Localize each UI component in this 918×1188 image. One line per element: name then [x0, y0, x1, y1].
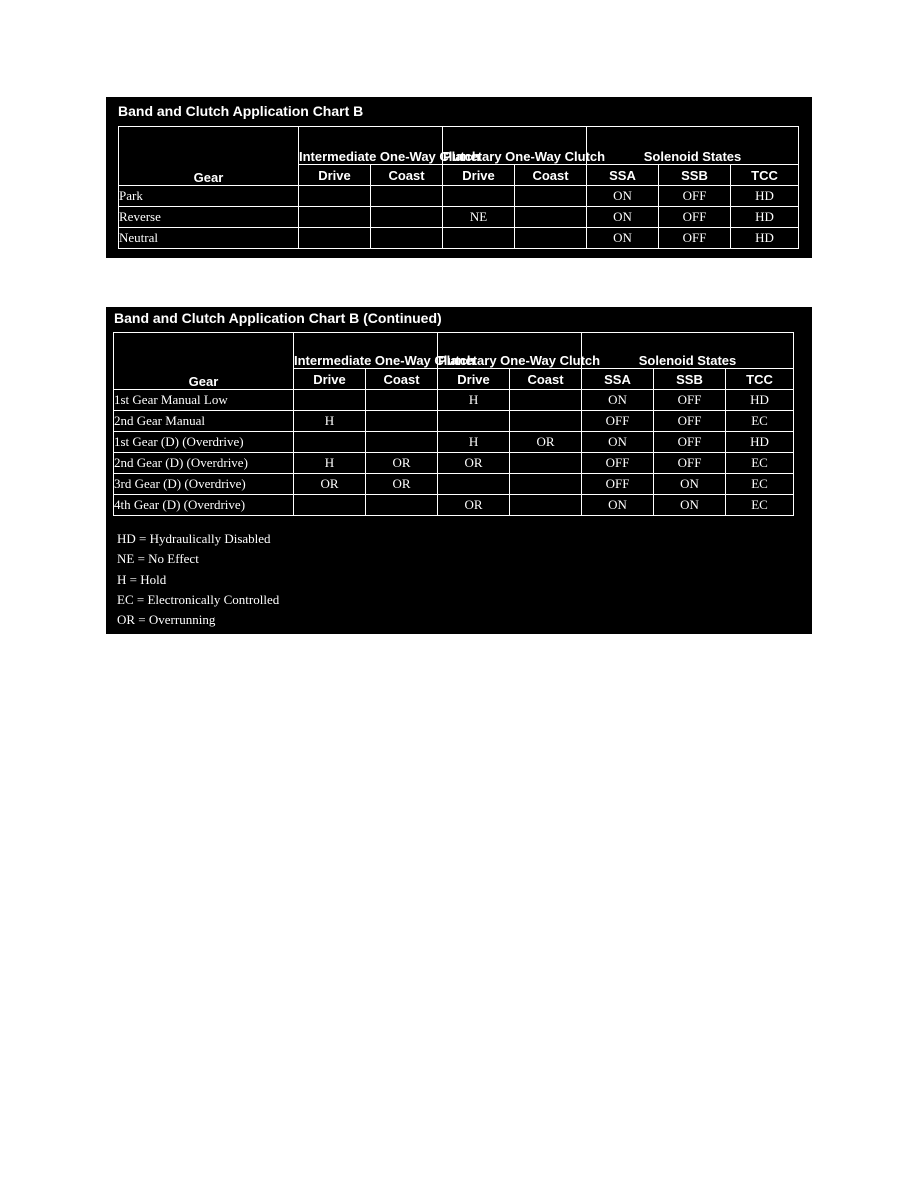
table-cell: [299, 186, 371, 207]
ssb-header: SSB: [659, 165, 731, 186]
table-cell: H: [294, 453, 366, 474]
table-cell: [294, 390, 366, 411]
drive-header: Drive: [443, 165, 515, 186]
table-cell: H: [438, 432, 510, 453]
table-cell: [443, 186, 515, 207]
table-cell: ON: [654, 495, 726, 516]
gear-cell: 1st Gear (D) (Overdrive): [114, 432, 294, 453]
table-row: [114, 411, 794, 432]
table-cell: H: [294, 411, 366, 432]
table-cell: EC: [726, 453, 794, 474]
table-cell: OFF: [654, 432, 726, 453]
table-cell: NE: [443, 207, 515, 228]
coast-header: Coast: [515, 165, 587, 186]
chart-b-continued-panel: [106, 307, 812, 634]
table-cell: [294, 495, 366, 516]
coast-header: Coast: [371, 165, 443, 186]
table-cell: OFF: [582, 411, 654, 432]
table-cell: OR: [294, 474, 366, 495]
gear-cell: Neutral: [119, 228, 299, 249]
gear-cell: 2nd Gear Manual: [114, 411, 294, 432]
table-cell: [510, 474, 582, 495]
table-cell: ON: [587, 207, 659, 228]
table-cell: [366, 390, 438, 411]
application-chart-table: [118, 126, 799, 249]
table-cell: ON: [582, 390, 654, 411]
table-row: [119, 228, 799, 249]
table-cell: OFF: [654, 453, 726, 474]
gear-column-header: Gear: [119, 127, 299, 186]
gear-cell: 3rd Gear (D) (Overdrive): [114, 474, 294, 495]
table-cell: OFF: [654, 411, 726, 432]
chart-title: Band and Clutch Application Chart B (Continued): [114, 310, 442, 326]
intermediate-clutch-header: Intermediate One-Way Clutch: [299, 127, 443, 165]
drive-header: Drive: [299, 165, 371, 186]
intermediate-clutch-header: Intermediate One-Way Clutch: [294, 333, 438, 369]
table-cell: ON: [587, 186, 659, 207]
table-cell: [366, 411, 438, 432]
chart-title: Band and Clutch Application Chart B: [118, 103, 364, 119]
table-cell: [515, 228, 587, 249]
table-cell: [510, 495, 582, 516]
legend-ne: NE = No Effect: [117, 551, 199, 566]
drive-header: Drive: [294, 369, 366, 390]
table-cell: [299, 228, 371, 249]
table-cell: OFF: [582, 474, 654, 495]
gear-cell: Park: [119, 186, 299, 207]
table-row: [114, 432, 794, 453]
solenoid-states-header: Solenoid States: [587, 127, 799, 165]
table-cell: [515, 207, 587, 228]
table-cell: [438, 411, 510, 432]
gear-cell: 4th Gear (D) (Overdrive): [114, 495, 294, 516]
table-row: [119, 186, 799, 207]
table-cell: [510, 411, 582, 432]
table-cell: HD: [731, 207, 799, 228]
table-row: [119, 207, 799, 228]
table-cell: OFF: [659, 207, 731, 228]
table-cell: ON: [582, 432, 654, 453]
gear-cell: 1st Gear Manual Low: [114, 390, 294, 411]
table-cell: EC: [726, 495, 794, 516]
table-cell: [299, 207, 371, 228]
table-cell: [371, 228, 443, 249]
table-row: [114, 453, 794, 474]
table-cell: HD: [731, 186, 799, 207]
ssa-header: SSA: [587, 165, 659, 186]
table-cell: EC: [726, 411, 794, 432]
coast-header: Coast: [366, 369, 438, 390]
table-row: [114, 474, 794, 495]
table-cell: [438, 474, 510, 495]
table-cell: OFF: [659, 186, 731, 207]
gear-column-header: Gear: [114, 333, 294, 390]
table-cell: EC: [726, 474, 794, 495]
table-cell: HD: [726, 432, 794, 453]
gear-cell: 2nd Gear (D) (Overdrive): [114, 453, 294, 474]
table-cell: [294, 432, 366, 453]
planetary-clutch-header: Planetary One-Way Clutch: [438, 333, 582, 369]
tcc-header: TCC: [726, 369, 794, 390]
gear-cell: Reverse: [119, 207, 299, 228]
table-cell: [371, 186, 443, 207]
table-cell: [443, 228, 515, 249]
ssa-header: SSA: [582, 369, 654, 390]
table-cell: OR: [366, 474, 438, 495]
table-cell: OFF: [582, 453, 654, 474]
table-cell: [515, 186, 587, 207]
table-cell: HD: [731, 228, 799, 249]
table-cell: ON: [582, 495, 654, 516]
table-cell: [510, 390, 582, 411]
ssb-header: SSB: [654, 369, 726, 390]
coast-header: Coast: [510, 369, 582, 390]
table-cell: [366, 495, 438, 516]
table-cell: HD: [726, 390, 794, 411]
table-cell: H: [438, 390, 510, 411]
table-cell: OFF: [654, 390, 726, 411]
table-cell: [371, 207, 443, 228]
solenoid-states-header: Solenoid States: [582, 333, 794, 369]
application-chart-table: [113, 332, 794, 516]
planetary-clutch-header: Planetary One-Way Clutch: [443, 127, 587, 165]
table-cell: OFF: [659, 228, 731, 249]
table-row: [114, 390, 794, 411]
table-cell: OR: [438, 453, 510, 474]
legend-h: H = Hold: [117, 572, 167, 587]
table-row: [114, 495, 794, 516]
tcc-header: TCC: [731, 165, 799, 186]
table-cell: OR: [366, 453, 438, 474]
table-cell: ON: [587, 228, 659, 249]
legend-ec: EC = Electronically Controlled: [117, 592, 280, 607]
table-cell: ON: [654, 474, 726, 495]
table-cell: OR: [438, 495, 510, 516]
table-cell: [510, 453, 582, 474]
drive-header: Drive: [438, 369, 510, 390]
table-cell: OR: [510, 432, 582, 453]
legend-hd: HD = Hydraulically Disabled: [117, 531, 271, 546]
table-cell: [366, 432, 438, 453]
chart-b-panel: [106, 97, 812, 258]
legend-or: OR = Overrunning: [117, 612, 216, 627]
